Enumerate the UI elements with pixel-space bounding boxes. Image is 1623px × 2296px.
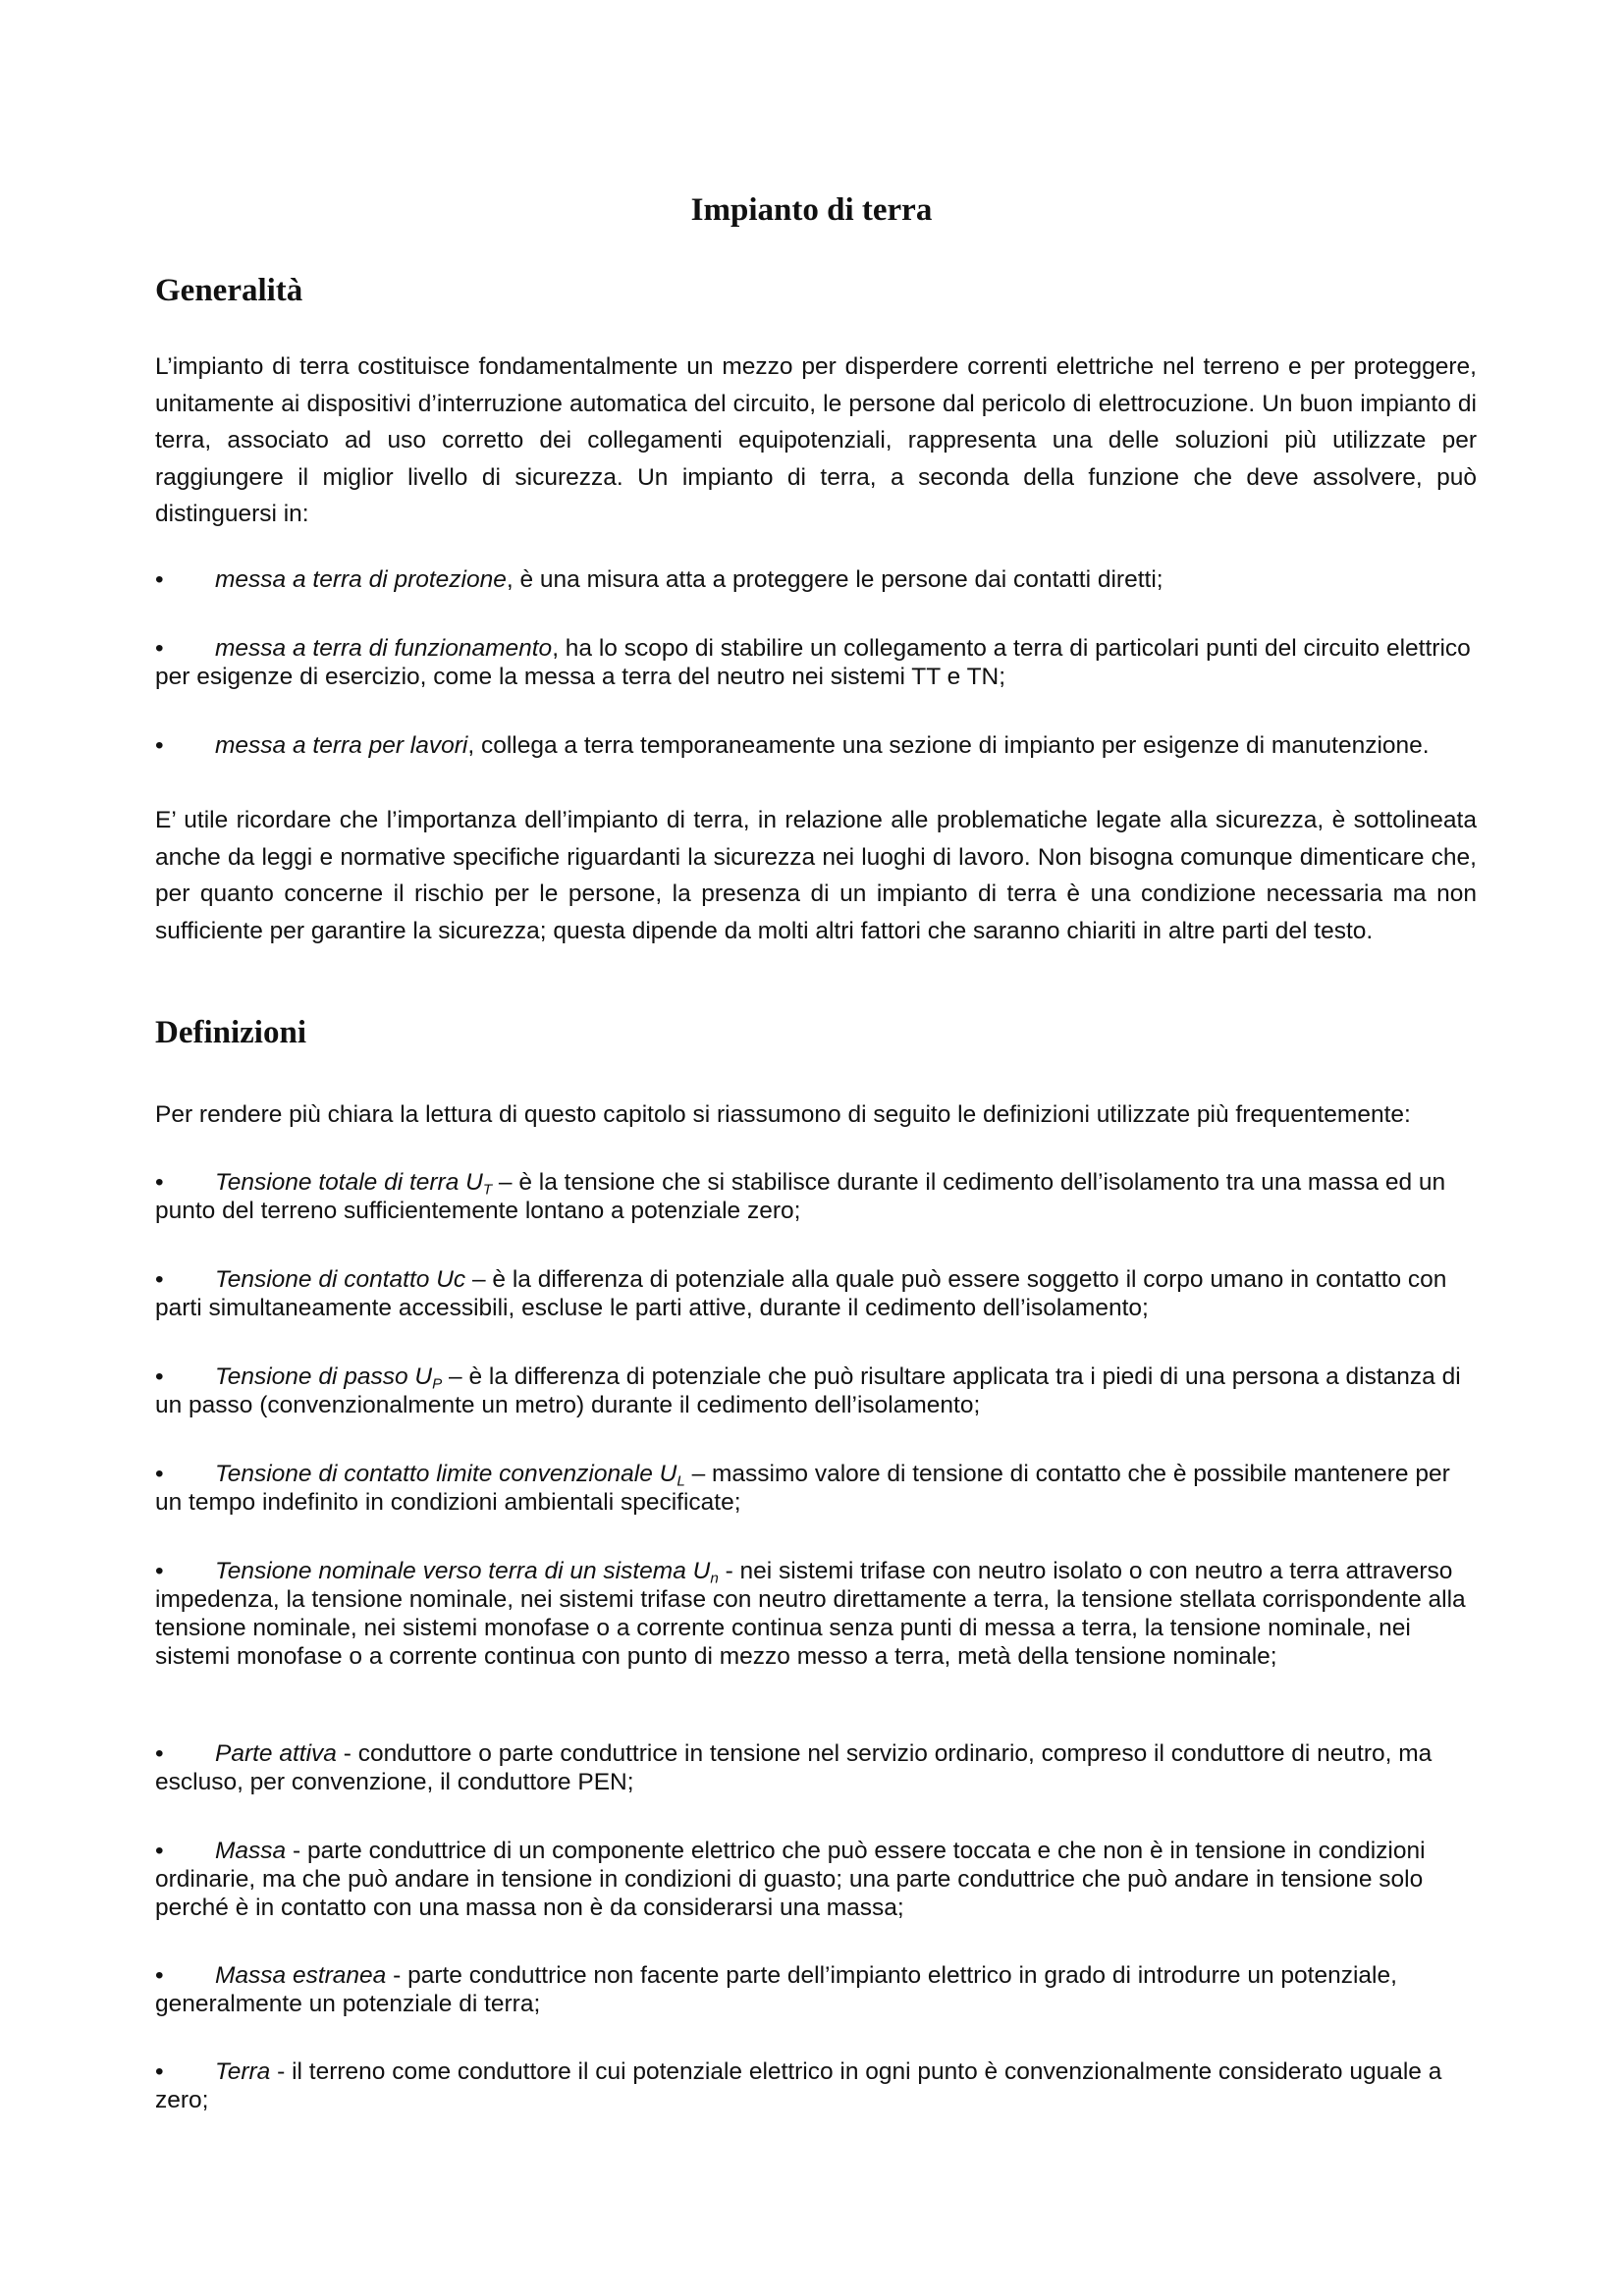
list-item (155, 731, 1477, 760)
bullet-icon: • (155, 1363, 164, 1390)
bullet-icon: • (155, 566, 164, 593)
definition-item (155, 1837, 1477, 1922)
definition-term: Tensione di passo U (215, 1363, 433, 1390)
bullet-icon: • (155, 1266, 164, 1293)
bullet-icon: • (155, 635, 164, 662)
section-heading-definizioni: Definizioni (155, 1015, 306, 1050)
definition-term: Massa estranea (215, 1962, 387, 1989)
definition-item (155, 1362, 1477, 1419)
definition-text: - il terreno come conduttore il cui potenziale elettrico in ogni punto è convenzionalmente considerato uguale a zero; (155, 2058, 1442, 2113)
list-item-text: , collega a terra temporaneamente una sezione di impianto per esigenze di manutenzione. (467, 732, 1430, 759)
intro-paragraph: L’impianto di terra costituisce fondamentalmente un mezzo per disperdere correnti elettriche nel terreno e per proteggere, unitamente ai dispositivi d’interruzione automatica del circuito, le persone dal pericolo di elettrocuzione. Un buon impianto di terra, associato ad uso corretto dei collegamenti equipotenziali, rappresenta una delle soluzioni più utilizzate per raggiungere il miglior livello di sicurezza. Un impianto di terra, a seconda della funzione che deve assolvere, può distinguersi in: (155, 353, 1477, 527)
definitions-intro: Per rendere più chiara la lettura di questo capitolo si riassumono di seguito le definizioni utilizzate più frequentemente: (155, 1101, 1411, 1128)
list-item-text: , ha lo scopo di stabilire un collegamento a terra di particolari punti del circuito elettrico per esigenze di esercizio, come la messa a terra del neutro nei sistemi TT e TN; (155, 635, 1471, 690)
definition-item (155, 1265, 1477, 1322)
list-item (155, 634, 1477, 691)
closing-paragraph: E’ utile ricordare che l’importanza dell’impianto di terra, in relazione alle problematiche legate alla sicurezza, è sottolineata anche da leggi e normative specifiche riguardanti la sicurezza nei luoghi di lavoro. Non bisogna comunque dimenticare che, per quanto concerne il rischio per le persone, la presenza di un impianto di terra è una condizione necessaria ma non sufficiente per garantire la sicurezza; questa dipende da molti altri fattori che saranno chiariti in altre parti del testo. (155, 807, 1477, 944)
definition-subscript: T (482, 1181, 493, 1199)
definition-text: – è la differenza di potenziale che può risultare applicata tra i piedi di una persona a distanza di un passo (convenzionalmente un metro) durante il cedimento dell’isolamento; (155, 1363, 1461, 1418)
bullet-icon: • (155, 1962, 164, 1989)
bullet-icon: • (155, 1461, 164, 1487)
definition-text: – è la differenza di potenziale alla quale può essere soggetto il corpo umano in contatto con parti simultaneamente accessibili, escluse le parti attive, durante il cedimento dell’isolamento; (155, 1266, 1447, 1321)
definition-term: Tensione di contatto Uc (215, 1266, 466, 1293)
definition-subscript: L (676, 1472, 685, 1490)
definition-text: - parte conduttrice di un componente elettrico che può essere toccata e che non è in tensione in condizioni ordinarie, ma che può andare in tensione in condizioni di guasto; una parte conduttrice che può andare in tensione solo perché è in contatto con una massa non è da considerarsi una massa; (155, 1838, 1426, 1921)
definition-term: Tensione di contatto limite convenzionale U (215, 1461, 677, 1487)
list-item-term: messa a terra di funzionamento (215, 635, 553, 662)
definition-text: – è la tensione che si stabilisce durante il cedimento dell’isolamento tra una massa ed un punto del terreno sufficientemente lontano a potenziale zero; (155, 1169, 1446, 1224)
definition-item (155, 1739, 1477, 1796)
definition-term: Massa (215, 1838, 287, 1864)
definition-text: - conduttore o parte conduttrice in tensione nel servizio ordinario, compreso il conduttore di neutro, ma escluso, per convenzione, il conduttore PEN; (155, 1740, 1433, 1795)
list-item-term: messa a terra di protezione (215, 566, 507, 593)
definition-term: Tensione totale di terra U (215, 1169, 483, 1196)
definition-item (155, 1557, 1477, 1671)
definition-text: - parte conduttrice non facente parte dell’impianto elettrico in grado di introdurre un potenziale, generalmente un potenziale di terra; (155, 1962, 1397, 2017)
list-item-term: messa a terra per lavori (215, 732, 468, 759)
definition-item (155, 1168, 1477, 1225)
bullet-icon: • (155, 1169, 164, 1196)
definition-term: Tensione nominale verso terra di un sistema U (215, 1558, 711, 1584)
definition-subscript: n (710, 1570, 719, 1587)
bullet-icon: • (155, 1558, 164, 1584)
definition-text: - nei sistemi trifase con neutro isolato o con neutro a terra attraverso impedenza, la tensione nominale, nei sistemi trifase con neutro direttamente a terra, la tensione stellata corrispondente alla tensione nominale, nei sistemi monofase o a corrente continua senza punti di messa a terra, la tensione nominale, nei sistemi monofase o a corrente continua con punto di mezzo messo a terra, metà della tensione nominale; (155, 1558, 1466, 1670)
list-item (155, 565, 1477, 594)
bullet-icon: • (155, 2058, 164, 2085)
list-item-text: , è una misura atta a proteggere le persone dai contatti diretti; (506, 566, 1163, 593)
definition-text: – massimo valore di tensione di contatto che è possibile mantenere per un tempo indefinito in condizioni ambientali specificate; (155, 1461, 1450, 1516)
definition-subscript: P (432, 1375, 443, 1393)
definition-item (155, 1961, 1477, 2018)
bullet-icon: • (155, 1838, 164, 1864)
definition-term: Parte attiva (215, 1740, 337, 1767)
definition-term: Terra (215, 2058, 271, 2085)
definition-item (155, 2057, 1477, 2114)
definition-item (155, 1460, 1477, 1517)
bullet-icon: • (155, 1740, 164, 1767)
page-title: Impianto di terra (690, 192, 933, 228)
bullet-icon: • (155, 732, 164, 759)
section-heading-generalita: Generalità (155, 273, 303, 308)
